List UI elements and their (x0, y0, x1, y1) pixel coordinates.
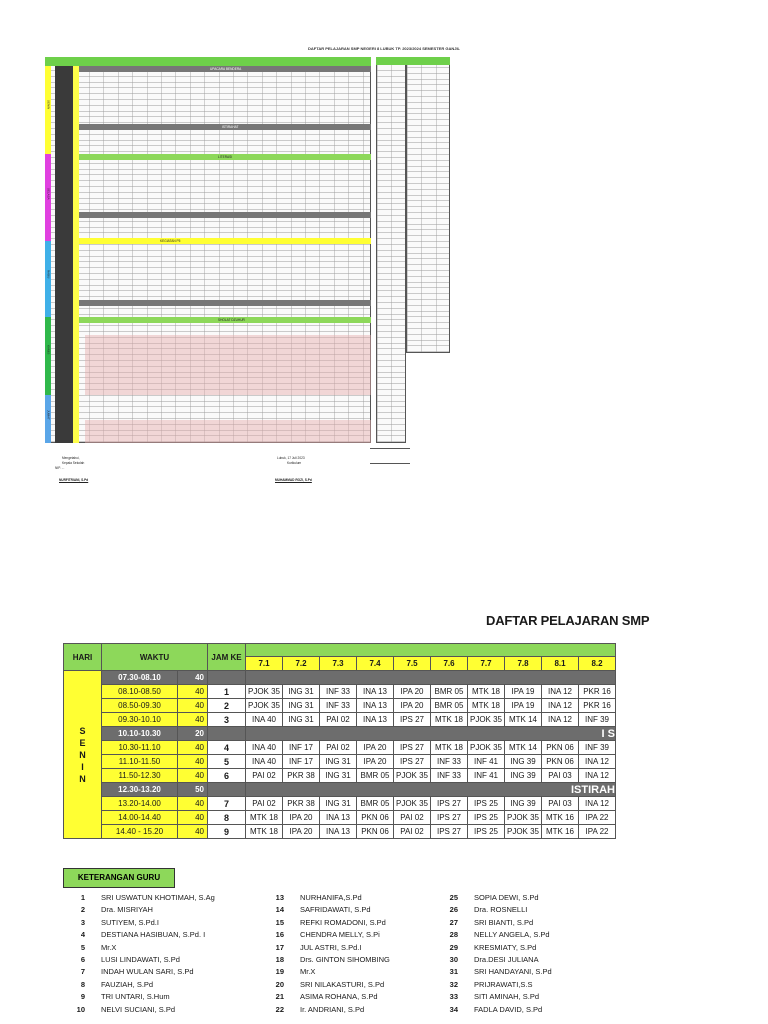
subject-cell: MTK 18 (431, 741, 468, 755)
signer-right: MUHAMMAD ROZI, S.Pd (275, 478, 312, 482)
subject-cell: MTK 14 (505, 713, 542, 727)
jam-ke-cell (208, 671, 246, 685)
break-row (64, 671, 616, 685)
subject-cell: IPA 20 (394, 685, 431, 699)
subject-cell: IPS 27 (394, 713, 431, 727)
signature-left-2: Kepala Sekolah (62, 461, 85, 465)
subject-cell: IPS 27 (431, 797, 468, 811)
teacher-name: NURHANIFA,S.Pd (300, 893, 362, 902)
teacher-name: SOPIA DEWI, S.Pd (474, 893, 539, 902)
subject-cell: INA 40 (246, 713, 283, 727)
subject-cell: INF 33 (320, 699, 357, 713)
signature-right-2: Kurikulum (287, 461, 302, 465)
subject-cell: MTK 18 (431, 713, 468, 727)
class-header: 7.3 (320, 657, 357, 671)
section-p5: KEGIATAN P5 (160, 238, 181, 243)
guru-piket-column (376, 57, 406, 443)
break-row (64, 783, 616, 797)
durasi-cell: 50 (178, 783, 208, 797)
day-label-jumat: JUMAT (46, 410, 51, 420)
subject-cell: INF 41 (468, 769, 505, 783)
durasi-cell: 40 (178, 797, 208, 811)
teacher-name: REFKI ROMADONI, S.Pd (300, 917, 386, 927)
teacher-name: CHENDRA MELLY, S.Pi (300, 930, 380, 940)
day-letter: E (79, 737, 86, 748)
subject-cell: BMR 05 (431, 699, 468, 713)
lesson-row (64, 713, 616, 727)
teacher-name: SUTIYEM, S.Pd.I (101, 917, 159, 927)
teacher-name: FAUZIAH, S.Pd (101, 979, 154, 989)
waktu-cell: 08.10-08.50 (102, 685, 178, 699)
subject-cell: PJOK 35 (246, 685, 283, 699)
teacher-number: 14 (275, 905, 284, 915)
class-header: 8.2 (579, 657, 616, 671)
teacher-name: JUL ASTRI, S.Pd.I (300, 942, 362, 952)
durasi-cell: 20 (178, 727, 208, 741)
subject-cell: PAI 02 (394, 825, 431, 839)
teacher-name: SRI USWATUN KHOTIMAH, S.Ag (101, 893, 215, 902)
day-label-selasa: SELASA (46, 188, 51, 200)
subject-cell: INF 39 (579, 741, 616, 755)
teacher-name: LUSI LINDAWATI, S.Pd (101, 955, 180, 964)
sheet-thumbnail (0, 0, 768, 500)
subject-cell: IPA 19 (505, 685, 542, 699)
subject-cell: IPA 20 (283, 811, 320, 825)
section-istirahat: ISTIRAHAT (222, 124, 239, 129)
lesson-row (64, 811, 616, 825)
waktu-cell: 12.30-13.20 (102, 783, 178, 797)
day-label-kamis: KAMIS (46, 345, 51, 355)
waktu-cell: 09.30-10.10 (102, 713, 178, 727)
teacher-number: 5 (80, 942, 85, 952)
subject-cell: MTK 18 (246, 825, 283, 839)
lesson-row (64, 769, 616, 783)
subject-cell: MTK 16 (542, 811, 579, 825)
class-header: 7.1 (246, 657, 283, 671)
subject-cell: IPS 27 (431, 811, 468, 825)
subject-cell: PAI 02 (246, 797, 283, 811)
subject-cell: MTK 16 (542, 825, 579, 839)
subject-cell: IPS 27 (431, 825, 468, 839)
teacher-name: NELVI SUCIANI, S.Pd (101, 1004, 176, 1014)
subject-cell: MTK 14 (505, 741, 542, 755)
subject-cell: ING 31 (320, 769, 357, 783)
lesson-row (64, 741, 616, 755)
subject-cell: IPS 25 (468, 811, 505, 825)
subject-cell: INA 12 (542, 713, 579, 727)
waktu-column (55, 66, 73, 443)
jam-ke-cell: 5 (208, 755, 246, 769)
header-waktu: WAKTU (102, 644, 208, 671)
header-hari: HARI (64, 644, 102, 671)
teacher-name: INDAH WULAN SARI, S.Pd (101, 967, 194, 977)
teacher-number: 6 (80, 955, 85, 964)
jam-ke-cell: 2 (208, 699, 246, 713)
day-bar-senin (45, 66, 51, 154)
durasi-cell: 40 (178, 671, 208, 685)
waktu-cell: 14.40 - 15.20 (102, 825, 178, 839)
class-header: 7.4 (357, 657, 394, 671)
day-bar-kamis (45, 317, 51, 395)
teacher-name: SAFRIDAWATI, S.Pd (300, 905, 371, 915)
subject-cell: ING 31 (283, 713, 320, 727)
subject-cell: ING 39 (505, 755, 542, 769)
teacher-number: 20 (275, 979, 284, 989)
schedule-table (63, 643, 616, 839)
lesson-row (64, 825, 616, 839)
subject-cell: IPA 19 (505, 699, 542, 713)
subject-cell: PAI 03 (542, 769, 579, 783)
lesson-row (64, 755, 616, 769)
waktu-cell: 13.20-14.00 (102, 797, 178, 811)
teacher-number: 1 (80, 893, 85, 902)
keterangan-guru-header: KETERANGAN GURU (63, 868, 175, 888)
subject-cell: ING 31 (283, 685, 320, 699)
subject-cell: IPA 22 (579, 825, 616, 839)
teacher-number: 31 (449, 967, 458, 977)
teacher-number: 19 (275, 967, 284, 977)
teacher-name: Mr.X (101, 942, 117, 952)
subject-cell: PJOK 35 (246, 699, 283, 713)
teacher-name: SRI BIANTI, S.Pd (474, 917, 534, 927)
jam-ke-cell: 7 (208, 797, 246, 811)
subject-cell: PJOK 35 (505, 825, 542, 839)
day-letter: N (79, 749, 86, 760)
teacher-number: 32 (449, 979, 458, 989)
subject-cell: IPA 22 (579, 811, 616, 825)
break-label: ISTIRAH (246, 783, 616, 797)
teacher-name: Drs. GINTON SIHOMBING (300, 955, 390, 964)
waktu-cell: 10.10-10.30 (102, 727, 178, 741)
header-jam-ke: JAM KE (208, 644, 246, 671)
waktu-cell: 11.10-11.50 (102, 755, 178, 769)
subject-cell: INF 33 (431, 769, 468, 783)
subject-cell: IPA 20 (357, 741, 394, 755)
subject-cell: INA 13 (320, 825, 357, 839)
subject-cell: MTK 18 (468, 699, 505, 713)
subject-cell: BMR 05 (357, 769, 394, 783)
subject-cell: PKR 38 (283, 797, 320, 811)
jam-ke-cell: 6 (208, 769, 246, 783)
teacher-name: SRI HANDAYANI, S.Pd (474, 967, 552, 977)
teacher-name: Dra.DESI JULIANA (474, 955, 539, 964)
subject-cell: INA 13 (357, 685, 394, 699)
subject-cell: BMR 05 (357, 797, 394, 811)
class-header: 8.1 (542, 657, 579, 671)
teacher-number: 18 (275, 955, 284, 964)
teacher-number: 4 (80, 930, 85, 940)
teacher-number: 21 (275, 992, 284, 1002)
subject-cell: INA 12 (542, 685, 579, 699)
durasi-cell: 40 (178, 699, 208, 713)
waktu-cell: 10.30-11.10 (102, 741, 178, 755)
subject-cell: ING 31 (283, 699, 320, 713)
subject-cell: PAI 02 (320, 741, 357, 755)
subject-cell: INF 17 (283, 755, 320, 769)
p5-row (79, 238, 371, 244)
subject-cell: PAI 02 (394, 811, 431, 825)
guru-piket-header (376, 57, 406, 65)
signature-left-3: NIP. ... (55, 466, 65, 470)
day-label (64, 671, 102, 839)
subject-cell: ING 39 (505, 769, 542, 783)
subject-cell: INA 12 (579, 755, 616, 769)
teacher-number: 29 (449, 942, 458, 952)
subject-cell: PAI 02 (246, 769, 283, 783)
class-header: 7.5 (394, 657, 431, 671)
class-header: 7.6 (431, 657, 468, 671)
subject-cell: INF 33 (320, 685, 357, 699)
subject-cell: PJOK 35 (394, 769, 431, 783)
teacher-number: 34 (449, 1004, 458, 1014)
day-letter: S (79, 725, 86, 736)
break-row (64, 727, 616, 741)
subject-cell: INA 13 (357, 713, 394, 727)
teacher-number: 13 (275, 893, 284, 902)
day-label-senin: SENIN (46, 100, 51, 110)
teacher-number: 9 (80, 992, 85, 1002)
waktu-cell: 07.30-08.10 (102, 671, 178, 685)
teacher-number: 7 (80, 967, 85, 977)
teacher-number: 22 (275, 1004, 284, 1014)
teacher-number: 15 (275, 917, 284, 927)
waktu-cell: 14.00-14.40 (102, 811, 178, 825)
break-row (79, 300, 371, 306)
subject-cell: INF 39 (579, 713, 616, 727)
subject-cell: INA 40 (246, 741, 283, 755)
day-letter: N (79, 773, 86, 784)
keterangan-column (406, 57, 450, 353)
subject-cell: IPA 20 (394, 699, 431, 713)
jam-ke-cell: 1 (208, 685, 246, 699)
break-label (246, 671, 616, 685)
subject-cell: PJOK 35 (468, 713, 505, 727)
teacher-name: Dra. ROSNELLI (474, 905, 528, 915)
teacher-number: 2 (80, 905, 85, 915)
waktu-cell: 08.50-09.30 (102, 699, 178, 713)
subject-cell: INA 12 (579, 769, 616, 783)
teacher-number: 33 (449, 992, 458, 1002)
subject-cell: INF 41 (468, 755, 505, 769)
subject-cell: INA 13 (320, 811, 357, 825)
sheet-header-band (45, 57, 371, 66)
waktu-cell: 11.50-12.30 (102, 769, 178, 783)
teacher-name: SRI NILAKASTURI, S.Pd (300, 979, 385, 989)
subject-cell: PKN 06 (542, 755, 579, 769)
class-header: 7.2 (283, 657, 320, 671)
teacher-name: FADLA DAVID, S.Pd (474, 1004, 543, 1014)
durasi-cell: 40 (178, 713, 208, 727)
subject-cell: PKN 06 (542, 741, 579, 755)
teacher-name: PRIJRAWATI,S.S (474, 979, 533, 989)
day-bar-rabu (45, 241, 51, 317)
subject-cell: MTK 18 (246, 811, 283, 825)
subject-cell: INF 17 (283, 741, 320, 755)
subject-cell: IPS 27 (394, 755, 431, 769)
detail-title: DAFTAR PELAJARAN SMP (486, 613, 650, 628)
subject-cell: INF 33 (431, 755, 468, 769)
subject-cell: PJOK 35 (394, 797, 431, 811)
teacher-number: 10 (76, 1004, 85, 1014)
durasi-cell: 40 (178, 755, 208, 769)
subject-cell: IPS 27 (394, 741, 431, 755)
jam-ke-cell: 3 (208, 713, 246, 727)
sheet-title: DAFTAR PELAJARAN SMP NEGERI 8 LUBUK TP. 2023/2024 SEMESTER GANJIL (307, 46, 461, 51)
subject-cell: PKN 06 (357, 811, 394, 825)
teacher-number: 30 (449, 955, 458, 964)
teacher-name: Ir. ANDRIANI, S.Pd (300, 1004, 365, 1014)
teacher-name: Mr.X (300, 967, 316, 977)
teacher-name: Dra. MISRIYAH (101, 905, 153, 915)
teacher-name: DESTIANA HASIBUAN, S.Pd. I (101, 930, 206, 940)
teacher-number: 17 (275, 942, 284, 952)
teacher-number: 28 (449, 930, 458, 940)
durasi-column (73, 66, 79, 443)
subject-cell: INA 13 (357, 699, 394, 713)
signer-left: NURFITRIANI, S.Pd (59, 478, 89, 482)
subject-cell: IPA 20 (283, 825, 320, 839)
subject-cell: PKR 38 (283, 769, 320, 783)
class-header: 7.7 (468, 657, 505, 671)
teacher-number: 3 (80, 917, 85, 927)
subject-cell: PJOK 35 (505, 811, 542, 825)
subject-cell: MTK 18 (468, 685, 505, 699)
subject-cell: PKN 06 (357, 825, 394, 839)
subject-cell: IPA 20 (357, 755, 394, 769)
break-row (79, 212, 371, 218)
break-label: I S (246, 727, 616, 741)
jam-ke-cell: 4 (208, 741, 246, 755)
teacher-number: 26 (449, 905, 458, 915)
teacher-number: 8 (80, 979, 85, 989)
durasi-cell: 40 (178, 769, 208, 783)
sheet-footer-lines (370, 448, 410, 464)
subject-cell: INA 12 (579, 797, 616, 811)
teacher-name: ASIMA ROHANA, S.Pd (300, 992, 378, 1002)
jam-ke-cell (208, 783, 246, 797)
teacher-name: TRI UNTARI, S.Hum (101, 992, 170, 1002)
header-kelas-band (246, 644, 616, 657)
subject-cell: BMR 05 (431, 685, 468, 699)
signature-right-1: Lubuk, 17 Juli 2023 (277, 456, 305, 460)
day-label-rabu: RABU (46, 270, 51, 279)
shaded-block (85, 420, 371, 443)
subject-cell: PKR 16 (579, 699, 616, 713)
jam-ke-cell: 8 (208, 811, 246, 825)
teacher-name: SITI AMINAH, S.Pd (474, 992, 540, 1002)
teacher-name: NELLY ANGELA, S.Pd (474, 930, 550, 940)
durasi-cell: 40 (178, 741, 208, 755)
subject-cell: PKR 16 (579, 685, 616, 699)
durasi-cell: 40 (178, 811, 208, 825)
teacher-number: 25 (449, 893, 458, 902)
section-upacara: UPACARA BENDERA (210, 66, 242, 71)
subject-cell: IPS 25 (468, 797, 505, 811)
subject-cell: INA 40 (246, 755, 283, 769)
subject-cell: IPS 25 (468, 825, 505, 839)
lesson-row (64, 699, 616, 713)
jam-ke-cell (208, 727, 246, 741)
section-sholat: SHOLAT DZUHUR (218, 317, 245, 322)
section-literasi: LITERASI (218, 154, 233, 159)
subject-cell: ING 31 (320, 797, 357, 811)
subject-cell: ING 39 (505, 797, 542, 811)
subject-cell: PJOK 35 (468, 741, 505, 755)
signature-left-1: Mengetahui, (62, 456, 80, 460)
teacher-number: 16 (275, 930, 284, 940)
teacher-name: KRESMIATY, S.Pd (474, 942, 537, 952)
lesson-row (64, 797, 616, 811)
durasi-cell: 40 (178, 685, 208, 699)
subject-cell: INA 12 (542, 699, 579, 713)
jam-ke-cell: 9 (208, 825, 246, 839)
teacher-number: 27 (449, 917, 458, 927)
header-row (64, 644, 616, 657)
day-letter: I (81, 761, 84, 772)
shaded-block (85, 335, 371, 395)
subject-cell: ING 31 (320, 755, 357, 769)
lesson-row (64, 685, 616, 699)
keterangan-header (406, 57, 450, 65)
subject-cell: PAI 03 (542, 797, 579, 811)
subject-cell: PAI 02 (320, 713, 357, 727)
durasi-cell: 40 (178, 825, 208, 839)
class-header: 7.8 (505, 657, 542, 671)
